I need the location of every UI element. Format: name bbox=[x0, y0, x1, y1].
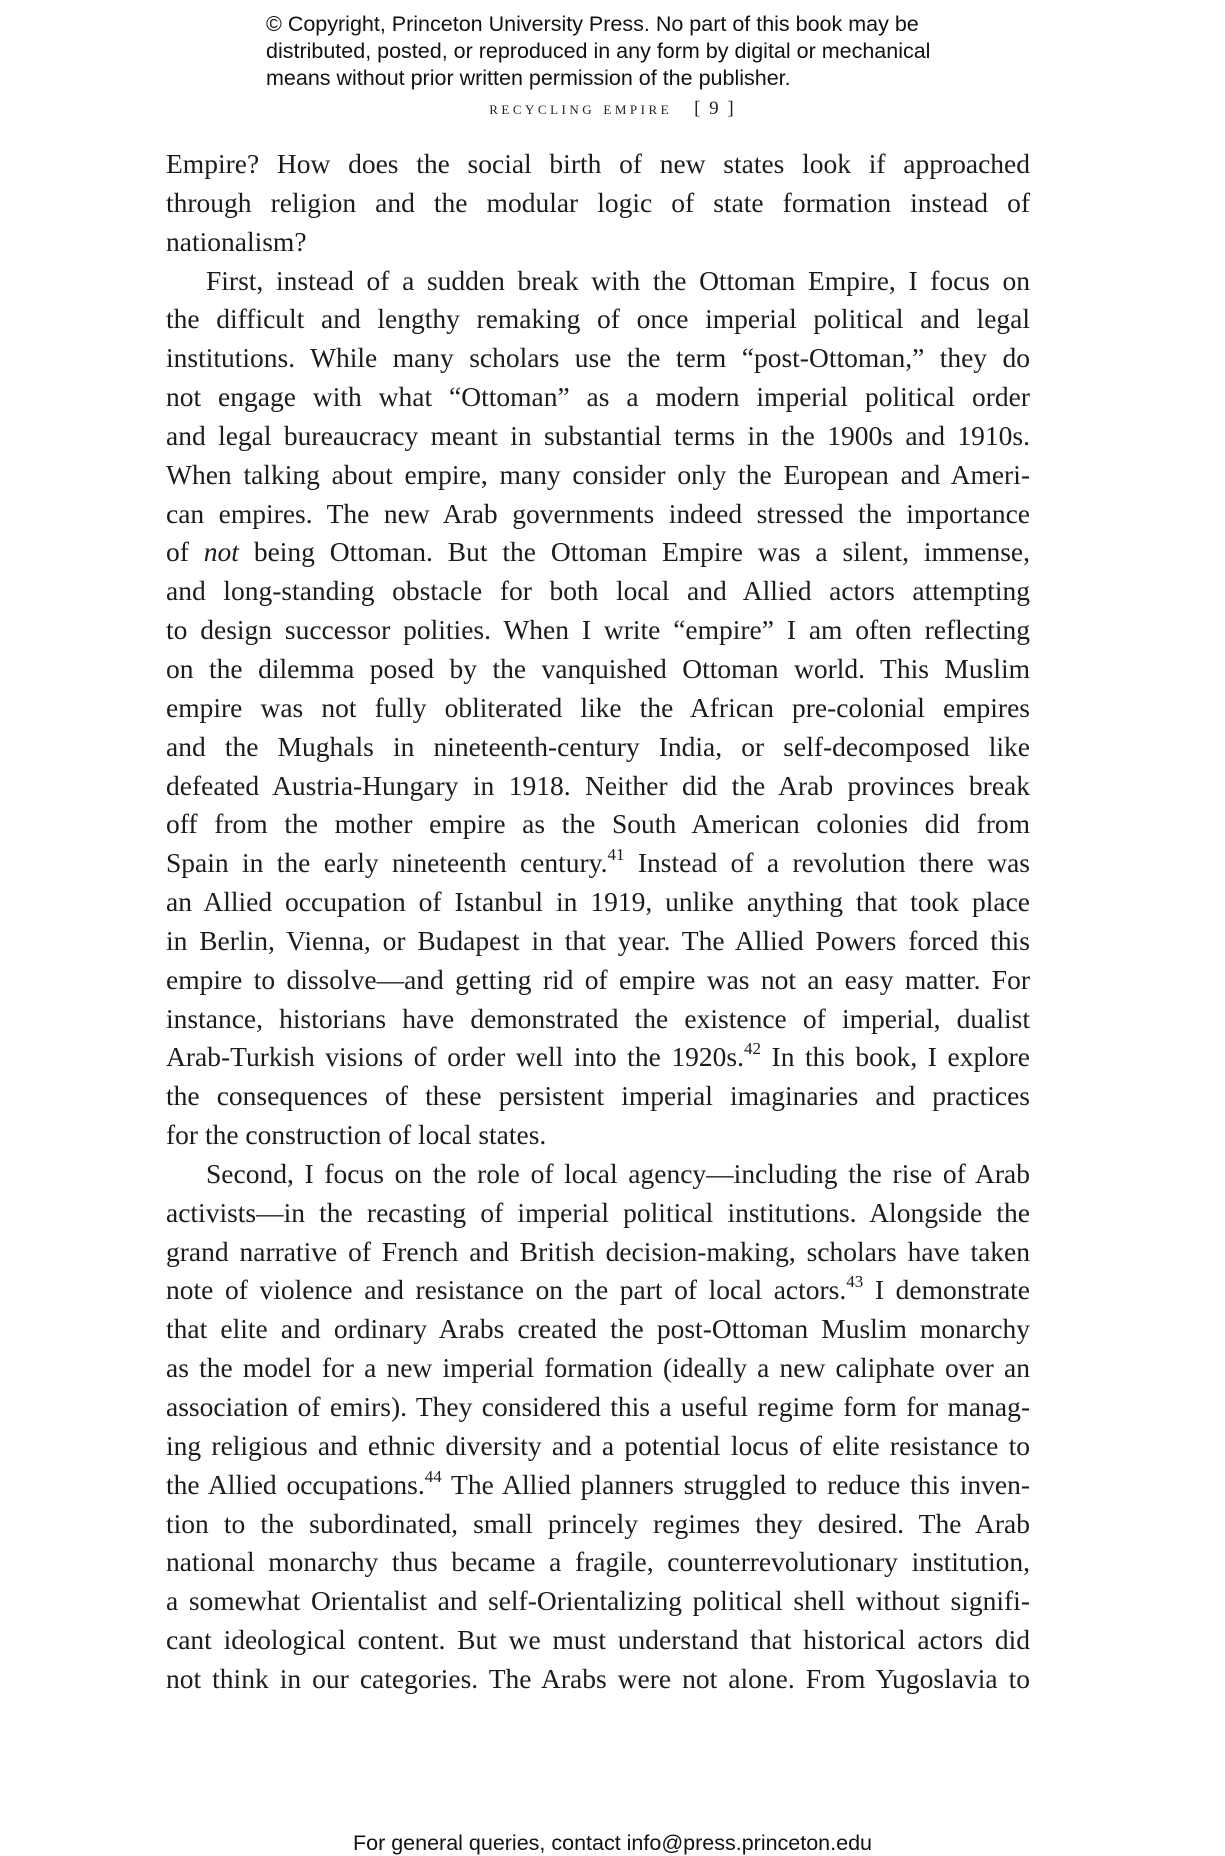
body-text bbox=[166, 145, 1030, 1699]
text-line: nationalism? bbox=[166, 225, 307, 257]
text-line: defeated Austria-Hungary in 1918. Neither did the Arab provinces break bbox=[166, 769, 1030, 801]
text-fragment: the Allied occupations. bbox=[166, 1468, 425, 1500]
text-fragment: The Allied planners struggled to reduce this inven- bbox=[451, 1468, 1030, 1500]
text-fragment: In this book, I explore bbox=[771, 1041, 1031, 1073]
text-line bbox=[166, 844, 1030, 883]
footnote-marker: 43 bbox=[846, 1272, 864, 1292]
text-fragment: of bbox=[166, 536, 189, 568]
text-line: to design successor polities. When I write “empire” I am often reflecting bbox=[166, 614, 1030, 646]
text-line: grand narrative of French and British decision-making, scholars have taken bbox=[166, 1235, 1030, 1267]
text-line: as the model for a new imperial formation (ideally a new caliphate over an bbox=[166, 1352, 1030, 1384]
paragraph-first-line: Second, I focus on the role of local agency—including the rise of Arab bbox=[206, 1157, 1030, 1189]
text-line: and long-standing obstacle for both local and Allied actors attempting bbox=[166, 575, 1030, 607]
text-fragment: Arab-Turkish visions of order well into the 1920s. bbox=[166, 1041, 744, 1073]
paragraph-first-line: First, instead of a sudden break with the Ottoman Empire, I focus on bbox=[206, 264, 1030, 296]
copyright-line: means without prior written permission of the publisher. bbox=[266, 66, 791, 90]
text-fragment: Spain in the early nineteenth century. bbox=[166, 847, 608, 879]
footnote-marker: 42 bbox=[743, 1039, 761, 1059]
copyright-line: distributed, posted, or reproduced in any form by digital or mechanical bbox=[266, 39, 931, 63]
text-line: tion to the subordinated, small princely regimes they desired. The Arab bbox=[166, 1507, 1030, 1539]
text-line: not engage with what “Ottoman” as a modern imperial political order bbox=[166, 381, 1030, 413]
text-line: the consequences of these persistent imperial imaginaries and practices bbox=[166, 1080, 1030, 1112]
text-line: empire to dissolve—and getting rid of empire was not an easy matter. For bbox=[166, 963, 1030, 995]
text-line bbox=[166, 1038, 1030, 1077]
text-line: in Berlin, Vienna, or Budapest in that year. The Allied Powers forced this bbox=[166, 924, 1030, 956]
text-line: through religion and the modular logic of state formation instead of bbox=[166, 186, 1030, 218]
text-line: instance, historians have demonstrated the existence of imperial, dualist bbox=[166, 1002, 1030, 1034]
text-line: the difficult and lengthy remaking of once imperial political and legal bbox=[166, 303, 1030, 335]
text-line: for the construction of local states. bbox=[166, 1119, 547, 1151]
text-line: national monarchy thus became a fragile, counterrevolutionary institution, bbox=[166, 1546, 1030, 1578]
text-line: activists—in the recasting of imperial political institutions. Alongside the bbox=[166, 1196, 1030, 1228]
text-line: on the dilemma posed by the vanquished Ottoman world. This Muslim bbox=[166, 652, 1030, 684]
text-line: association of emirs). They considered this a useful regime form for manag- bbox=[166, 1391, 1030, 1422]
copyright-notice bbox=[266, 11, 986, 92]
text-line: that elite and ordinary Arabs created the post-Ottoman Muslim monarchy bbox=[166, 1313, 1030, 1345]
text-line: empire was not fully obliterated like the African pre-colonial empires bbox=[166, 691, 1030, 723]
text-line: can empires. The new Arab governments indeed stressed the importance bbox=[166, 497, 1030, 529]
text-line: When talking about empire, many consider only the European and Ameri- bbox=[166, 458, 1030, 490]
text-line: Empire? How does the social birth of new states look if approached bbox=[166, 148, 1030, 179]
text-fragment: being Ottoman. But the Ottoman Empire was a silent, immense, bbox=[253, 536, 1030, 568]
text-line: ing religious and ethnic diversity and a potential locus of elite resistance to bbox=[166, 1429, 1030, 1461]
copyright-line: © Copyright, Princeton University Press. No part of this book may be bbox=[266, 12, 919, 36]
text-line bbox=[166, 533, 1030, 572]
text-fragment: Instead of a revolution there was bbox=[637, 847, 1030, 879]
running-head bbox=[0, 98, 1225, 120]
text-line: off from the mother empire as the South American colonies did from bbox=[166, 808, 1030, 840]
text-line: not think in our categories. The Arabs were not alone. From Yugoslavia to bbox=[166, 1662, 1030, 1694]
footer-contact: For general queries, contact info@press.princeton.edu bbox=[352, 1831, 872, 1855]
text-line: an Allied occupation of Istanbul in 1919, unlike anything that took place bbox=[166, 886, 1030, 918]
text-line: and the Mughals in nineteenth-century India, or self-decomposed like bbox=[166, 730, 1030, 762]
text-line: institutions. While many scholars use the term “post-Ottoman,” they do bbox=[166, 342, 1030, 374]
italic-word: not bbox=[203, 536, 239, 568]
running-head-title: recycling empire bbox=[489, 98, 673, 119]
footnote-marker: 44 bbox=[424, 1466, 442, 1486]
page-number: [ 9 ] bbox=[694, 98, 736, 119]
footnote-marker: 41 bbox=[607, 845, 625, 865]
text-line bbox=[166, 1271, 1030, 1310]
text-line bbox=[166, 1466, 1030, 1505]
text-fragment: note of violence and resistance on the part of local actors. bbox=[166, 1274, 847, 1306]
text-line: and legal bureaucracy meant in substantial terms in the 1900s and 1910s. bbox=[166, 419, 1030, 451]
text-fragment: I demonstrate bbox=[874, 1274, 1031, 1306]
text-line: cant ideological content. But we must understand that historical actors did bbox=[166, 1624, 1030, 1656]
text-line: a somewhat Orientalist and self-Orientalizing political shell without signifi- bbox=[166, 1585, 1030, 1617]
